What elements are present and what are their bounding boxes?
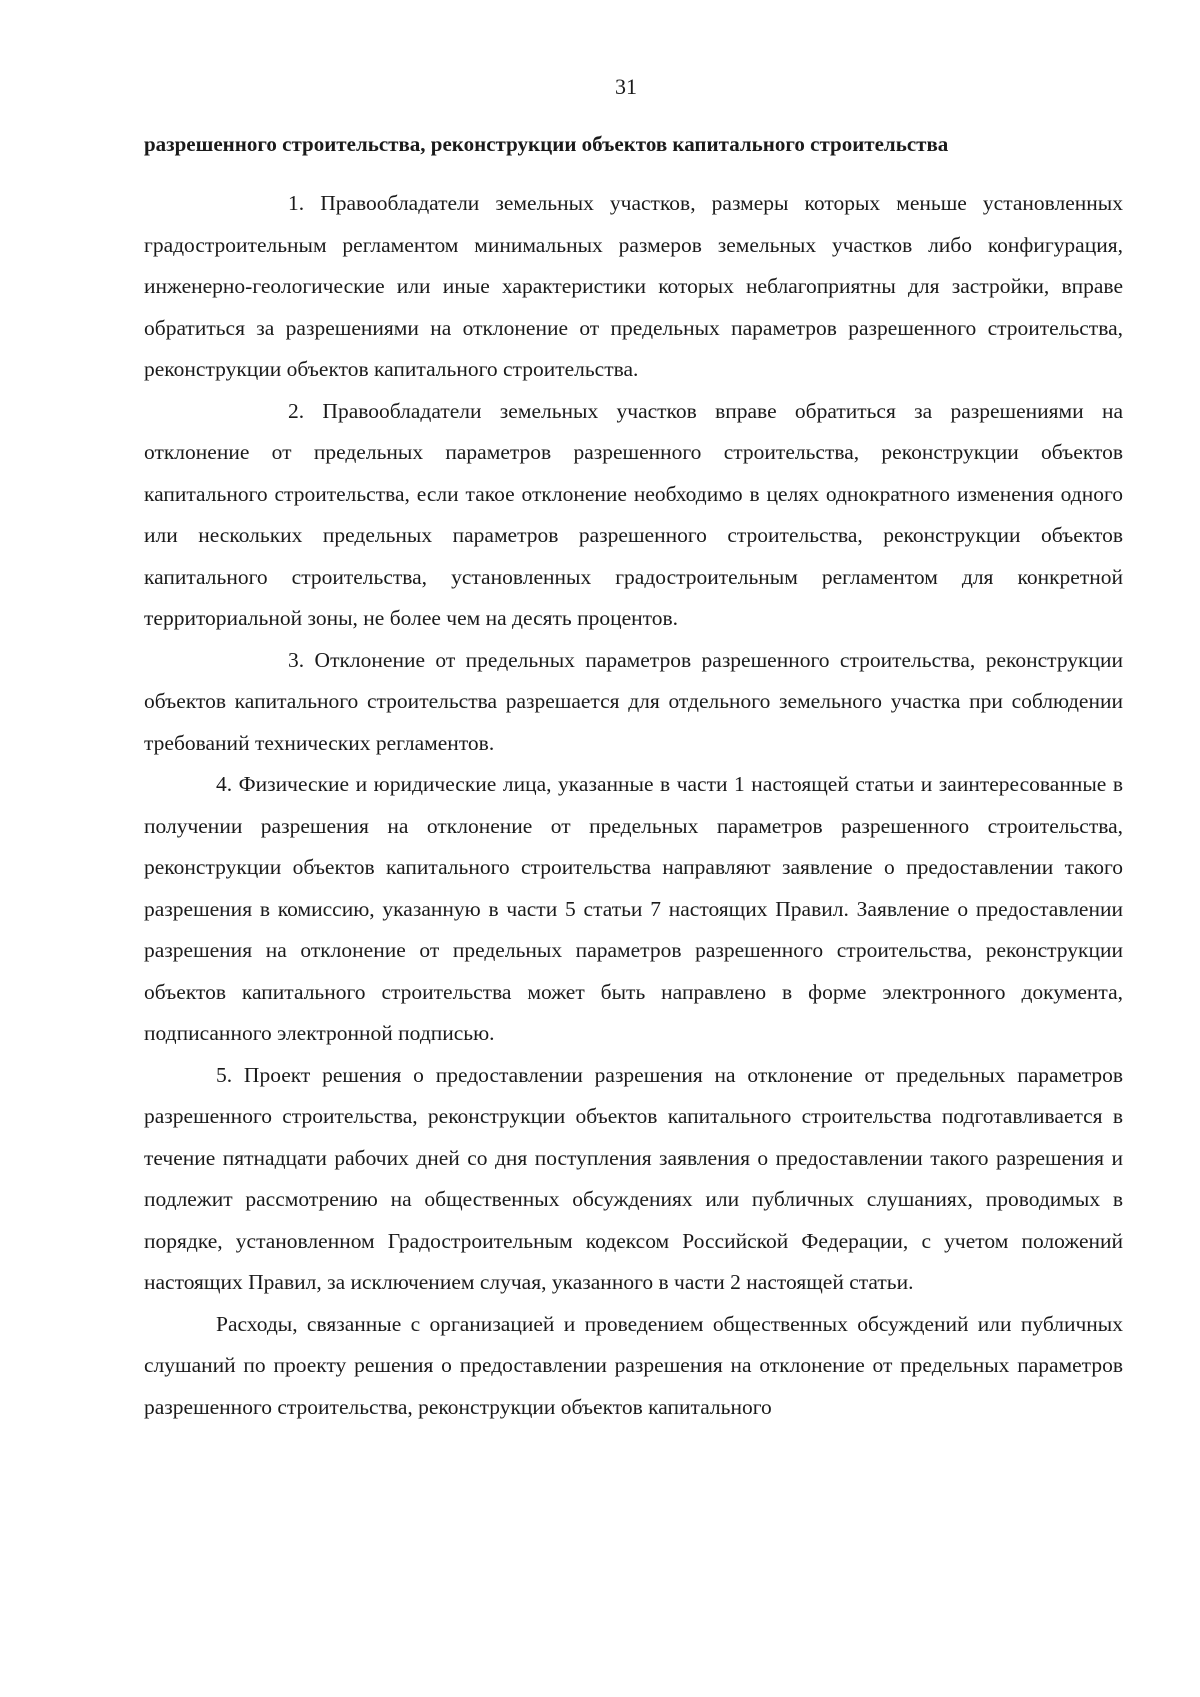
section-heading: разрешенного строительства, реконструкции объектов капитального строительства	[144, 132, 949, 156]
paragraph-text: Правообладатели земельных участков, размеры которых меньше установленных градостроительным регламентом минимальных размеров земельных участков либо конфигурация, инженерно-геологические или иные характеристики которых неблагоприятны для застройки, вправе обратиться за разрешениями на отклонение от предельных параметров разрешенного строительства, реконструкции объектов капитального строительства.	[144, 191, 1123, 381]
paragraph-4	[144, 764, 1123, 1055]
paragraph-number: 1.	[288, 191, 305, 215]
paragraph-3	[144, 640, 1123, 765]
paragraph-number: 3.	[288, 647, 305, 672]
paragraph-6	[144, 1304, 1123, 1429]
document-body	[144, 129, 1123, 1428]
paragraph-text: Физические и юридические лица, указанные в части 1 настоящей статьи и заинтересованные в получении разрешения на отклонение от предельных параметров разрешенного строительства, реконструкции объектов капитального строительства направляют заявление о предоставлении такого разрешения в комиссию, указанную в части 5 статьи 7 настоящих Правил. Заявление о предоставлении разрешения на отклонение от предельных параметров разрешенного строительства, реконструкции объектов капитального строительства может быть направлено в форме электронного документа, подписанного электронной подписью.	[144, 772, 1124, 1045]
paragraph-1	[144, 183, 1123, 391]
paragraph-text: Отклонение от предельных параметров разрешенного строительства, реконструкции объектов капитального строительства разрешается для отдельного земельного участка при соблюдении требований технических регламентов.	[144, 647, 1123, 755]
page-number: 31	[615, 74, 637, 99]
paragraph-text: Правообладатели земельных участков вправе обратиться за разрешениями на отклонение от предельных параметров разрешенного строительства, реконструкции объектов капитального строительства, если такое отклонение необходимо в целях однократного изменения одного или нескольких предельных параметров разрешенного строительства, реконструкции объектов капитального строительства, установленных градостроительным регламентом для конкретной территориальной зоны, не более чем на десять процентов.	[144, 398, 1123, 630]
paragraph-2	[144, 391, 1123, 640]
paragraph-number: 5.	[216, 1062, 233, 1087]
paragraph-number: 2.	[288, 398, 305, 423]
paragraph-text: Расходы, связанные с организацией и проведением общественных обсуждений или публичных слушаний по проекту решения о предоставлении разрешения на отклонение от предельных параметров разрешенного строительства, реконструкции объектов капитального	[144, 1311, 1123, 1419]
paragraph-number: 4.	[216, 772, 233, 796]
paragraph-5	[144, 1055, 1123, 1304]
paragraph-text: Проект решения о предоставлении разрешения на отклонение от предельных параметров разрешенного строительства, реконструкции объектов капитального строительства подготавливается в течение пятнадцати рабочих дней со дня поступления заявления о предоставлении такого разрешения и подлежит рассмотрению на общественных обсуждениях или публичных слушаниях, проводимых в порядке, установленном Градостроительным кодексом Российской Федерации, с учетом положений настоящих Правил, за исключением случая, указанного в части 2 настоящей статьи.	[144, 1062, 1124, 1294]
